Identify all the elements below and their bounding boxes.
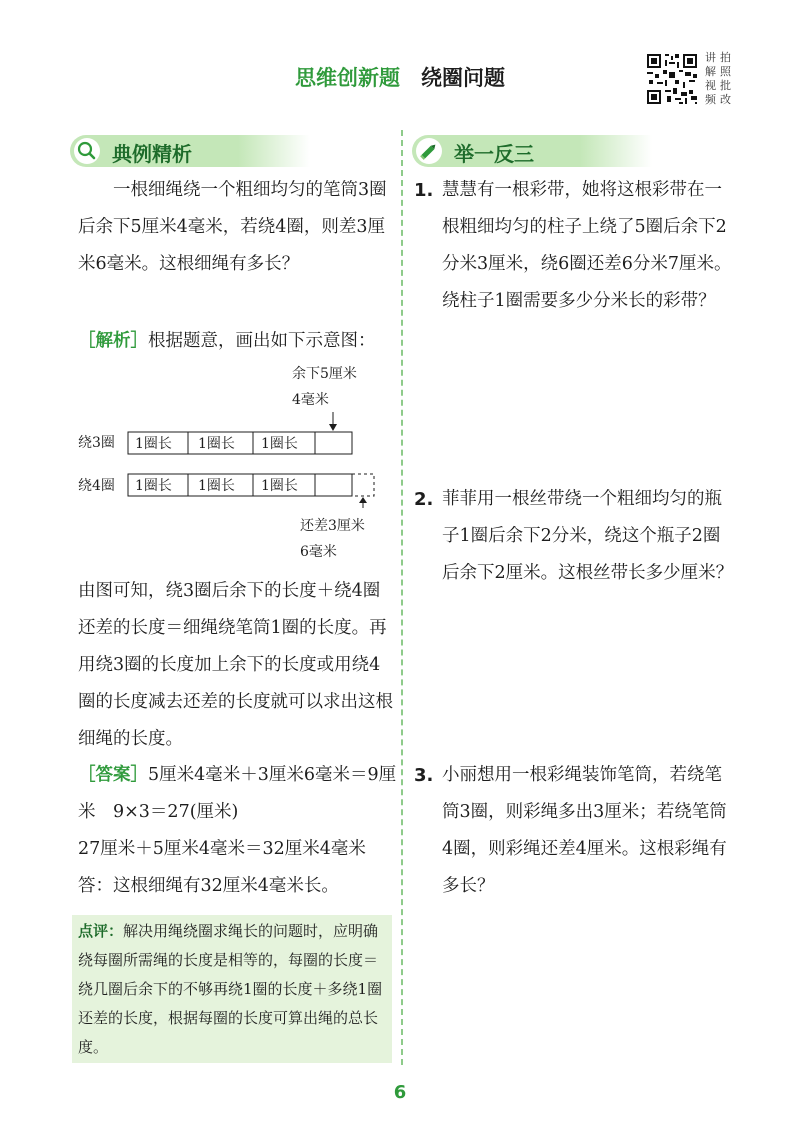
- practice-problem-2: [412, 481, 737, 592]
- example-problem: 一根细绳绕一个粗细均匀的笔筒3圈后余下5厘米4毫米，若绕4圈，则差3厘米6毫米。这根细绳有多长？: [78, 180, 387, 274]
- top-note-line1: 余下5厘米: [292, 366, 357, 382]
- bottom-note-line2: 6毫米: [300, 544, 337, 560]
- problem-text: 小丽想用一根彩绳装饰笔筒，若绕笔筒3圈，则彩绳多出3厘米；若绕笔筒4圈，则彩绳还差4厘米。这根彩绳有多长？: [442, 765, 727, 896]
- problem-text: 慧慧有一根彩带，她将这根彩带在一根粗细均匀的柱子上绕了5圈后余下2分米3厘米，绕6圈还差6分米7厘米。绕柱子1圈需要多少分米长的彩带？: [442, 180, 732, 311]
- section-header-practice: [412, 135, 652, 167]
- problem-text: 菲菲用一根丝带绕一个粗细均匀的瓶子1圈后余下2分米，绕这个瓶子2圈后余下2厘米。这根丝带长多少厘米？: [442, 489, 734, 583]
- row2-label: 绕4圈: [78, 478, 115, 494]
- row2-seg1-label: 1圈长: [135, 478, 172, 494]
- answer-line1-text: 5厘米4毫米＋3厘米6毫米＝9厘米 9×3＝27(厘米): [78, 765, 397, 822]
- problem-number: 1.: [414, 180, 434, 201]
- series-title: 思维创新题: [294, 66, 400, 90]
- topic-title: 绕圈问题: [421, 66, 506, 90]
- qr-code-icon[interactable]: [645, 52, 699, 106]
- answer-label: ［答案］: [78, 765, 148, 785]
- column-divider: [401, 130, 403, 1065]
- answer-line2: 27厘米＋5厘米4毫米＝32厘米4毫米: [78, 839, 366, 859]
- top-note-line2: 4毫米: [292, 392, 329, 408]
- comment-label: 点评：: [78, 922, 124, 940]
- problem-number: 3.: [414, 765, 434, 786]
- row2-seg2-label: 1圈长: [198, 478, 235, 494]
- answer-line3: 答：这根细绳有32厘米4毫米长。: [78, 876, 339, 896]
- row2-seg3-label: 1圈长: [261, 478, 298, 494]
- qr-note: [702, 51, 736, 109]
- bottom-arrow-head: [359, 497, 367, 503]
- bottom-note-line1: 还差3厘米: [300, 518, 365, 534]
- analysis-explanation: 由图可知，绕3圈后余下的长度＋绕4圈还差的长度＝细绳绕笔筒1圈的长度。再用绕3圈的长度加上余下的长度或用绕4圈的长度减去还差的长度就可以求出这根细绳的长度。: [78, 581, 393, 749]
- row1-remainder: [315, 432, 352, 454]
- row1-seg2-label: 1圈长: [198, 436, 235, 452]
- pencil-icon: [416, 138, 442, 164]
- section-title-example: 典例精析: [112, 142, 192, 166]
- analysis-label: ［解析］: [78, 331, 148, 351]
- magnifier-icon: [74, 138, 100, 164]
- section-title-practice: 举一反三: [454, 142, 534, 166]
- loop-diagram: [78, 360, 398, 575]
- section-header-example: [70, 135, 310, 167]
- qr-note-col2: 拍照批改: [720, 51, 731, 106]
- analysis-text: 根据题意，画出如下示意图：: [148, 331, 376, 351]
- page-number: 6: [393, 1082, 407, 1103]
- analysis-intro: [78, 323, 398, 360]
- comment-text: 解决用绳绕圈求绳长的问题时，应明确绕每圈所需绳的长度是相等的，每圈的长度＝绕几圈后余下的不够再绕1圈的长度＋多绕1圈还差的长度，根据每圈的长度可算出绳的总长度。: [78, 922, 383, 1056]
- top-arrow-head: [329, 424, 337, 431]
- answer-block: [78, 757, 400, 905]
- row2-shortfall: [352, 474, 374, 496]
- practice-problem-1: [412, 172, 737, 320]
- comment-box: [72, 915, 392, 1063]
- problem-number: 2.: [414, 489, 434, 510]
- practice-problem-3: [412, 757, 737, 905]
- qr-note-col1: 讲解视频: [705, 51, 716, 106]
- row2-partial: [315, 474, 352, 496]
- row1-seg1-label: 1圈长: [135, 436, 172, 452]
- answer-line1: [78, 757, 400, 831]
- row1-label: 绕3圈: [78, 435, 115, 451]
- row1-seg3-label: 1圈长: [261, 436, 298, 452]
